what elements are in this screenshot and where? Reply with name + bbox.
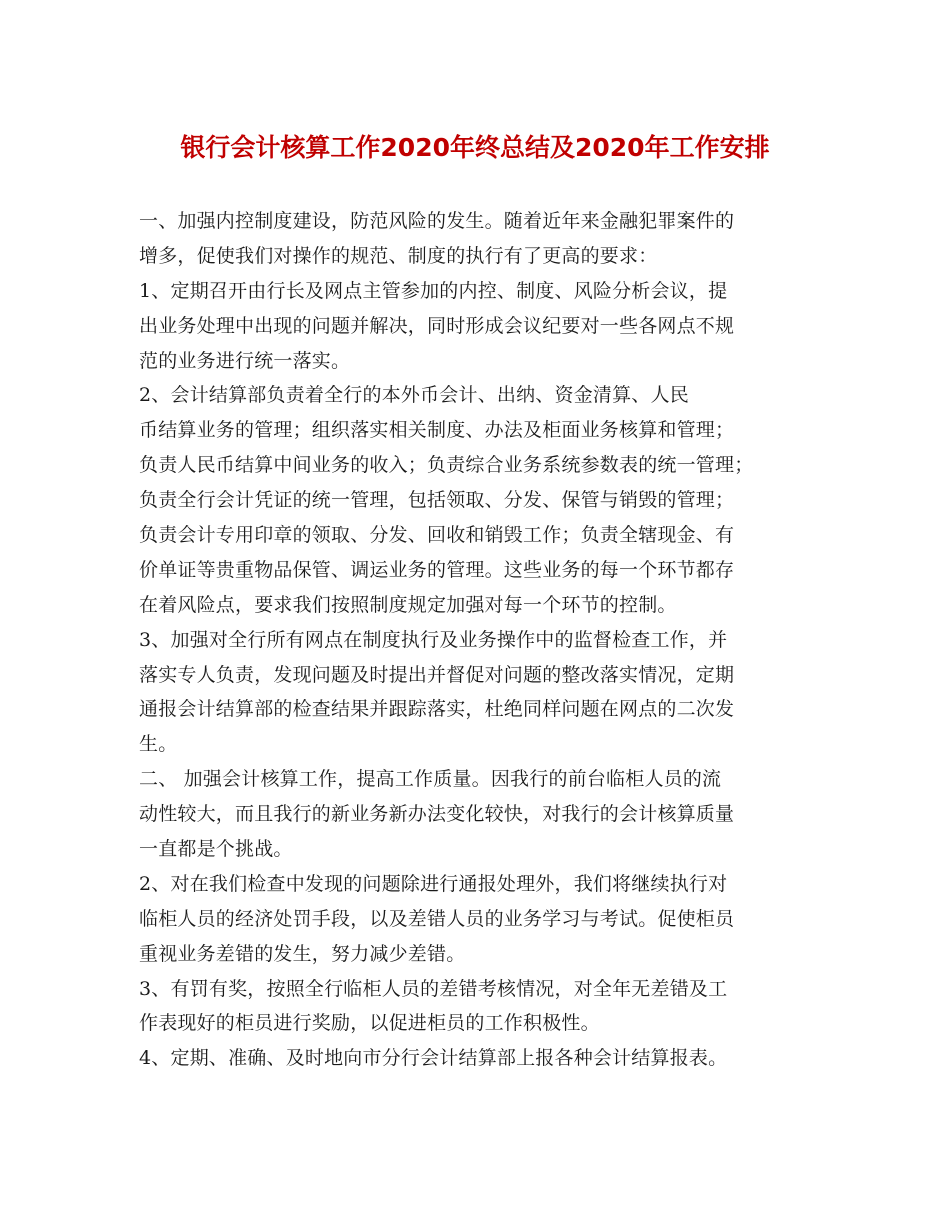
body-line-5: 范的业务进行统一落实。 [139, 349, 351, 372]
body-line-25: 4、定期、准确、及时地向市分行会计结算部上报各种会计结算报表。 [139, 1047, 728, 1070]
body-line-17: 二、 加强会计核算工作，提高工作质量。因我行的前台临柜人员的流 [139, 768, 722, 791]
document-body [139, 204, 819, 1076]
body-line-24: 作表现好的柜员进行奖励，以促进柜员的工作积极性。 [139, 1012, 600, 1035]
body-line-12: 在着风险点，要求我们按照制度规定加强对每一个环节的控制。 [139, 593, 677, 616]
body-line-13: 3、加强对全行所有网点在制度执行及业务操作中的监督检查工作，并 [139, 628, 728, 651]
body-line-9: 负责全行会计凭证的统一管理，包括领取、分发、保管与销毁的管理； [139, 489, 735, 512]
body-line-11: 价单证等贵重物品保管、调运业务的管理。这些业务的每一个环节都存 [139, 558, 735, 581]
body-line-8: 负责人民币结算中间业务的收入；负责综合业务系统参数表的统一管理； [139, 454, 754, 477]
body-line-15: 通报会计结算部的检查结果并跟踪落实，杜绝同样问题在网点的二次发 [139, 698, 735, 721]
body-line-4: 出业务处理中出现的问题并解决，同时形成会议纪要对一些各网点不规 [139, 314, 735, 337]
body-line-3: 1、定期召开由行长及网点主管参加的内控、制度、风险分析会议，提 [139, 279, 728, 302]
body-line-1: 一、加强内控制度建设，防范风险的发生。随着近年来金融犯罪案件的 [139, 210, 735, 232]
body-line-18: 动性较大，而且我行的新业务新办法变化较快，对我行的会计核算质量 [139, 803, 735, 826]
body-line-6: 2、会计结算部负责着全行的本外币会计、出纳、资金清算、人民 [139, 384, 689, 407]
body-line-20: 2、对在我们检查中发现的问题除进行通报处理外，我们将继续执行对 [139, 872, 728, 895]
body-line-14: 落实专人负责，发现问题及时提出并督促对问题的整改落实情况，定期 [139, 663, 735, 686]
body-line-7: 币结算业务的管理；组织落实相关制度、办法及柜面业务核算和管理； [139, 419, 735, 442]
body-line-23: 3、有罚有奖，按照全行临柜人员的差错考核情况，对全年无差错及工 [139, 977, 728, 1000]
body-line-16: 生。 [139, 733, 178, 756]
body-line-21: 临柜人员的经济处罚手段，以及差错人员的业务学习与考试。促使柜员 [139, 907, 735, 930]
body-line-10: 负责会计专用印章的领取、分发、回收和销毁工作；负责全辖现金、有 [139, 524, 735, 547]
body-line-22: 重视业务差错的发生，努力减少差错。 [139, 942, 466, 965]
document-title: 银行会计核算工作2020年终总结及2020年工作安排 [180, 133, 770, 162]
body-line-2: 增多，促使我们对操作的规范、制度的执行有了更高的要求： [139, 244, 658, 267]
body-line-19: 一直都是个挑战。 [139, 838, 293, 861]
